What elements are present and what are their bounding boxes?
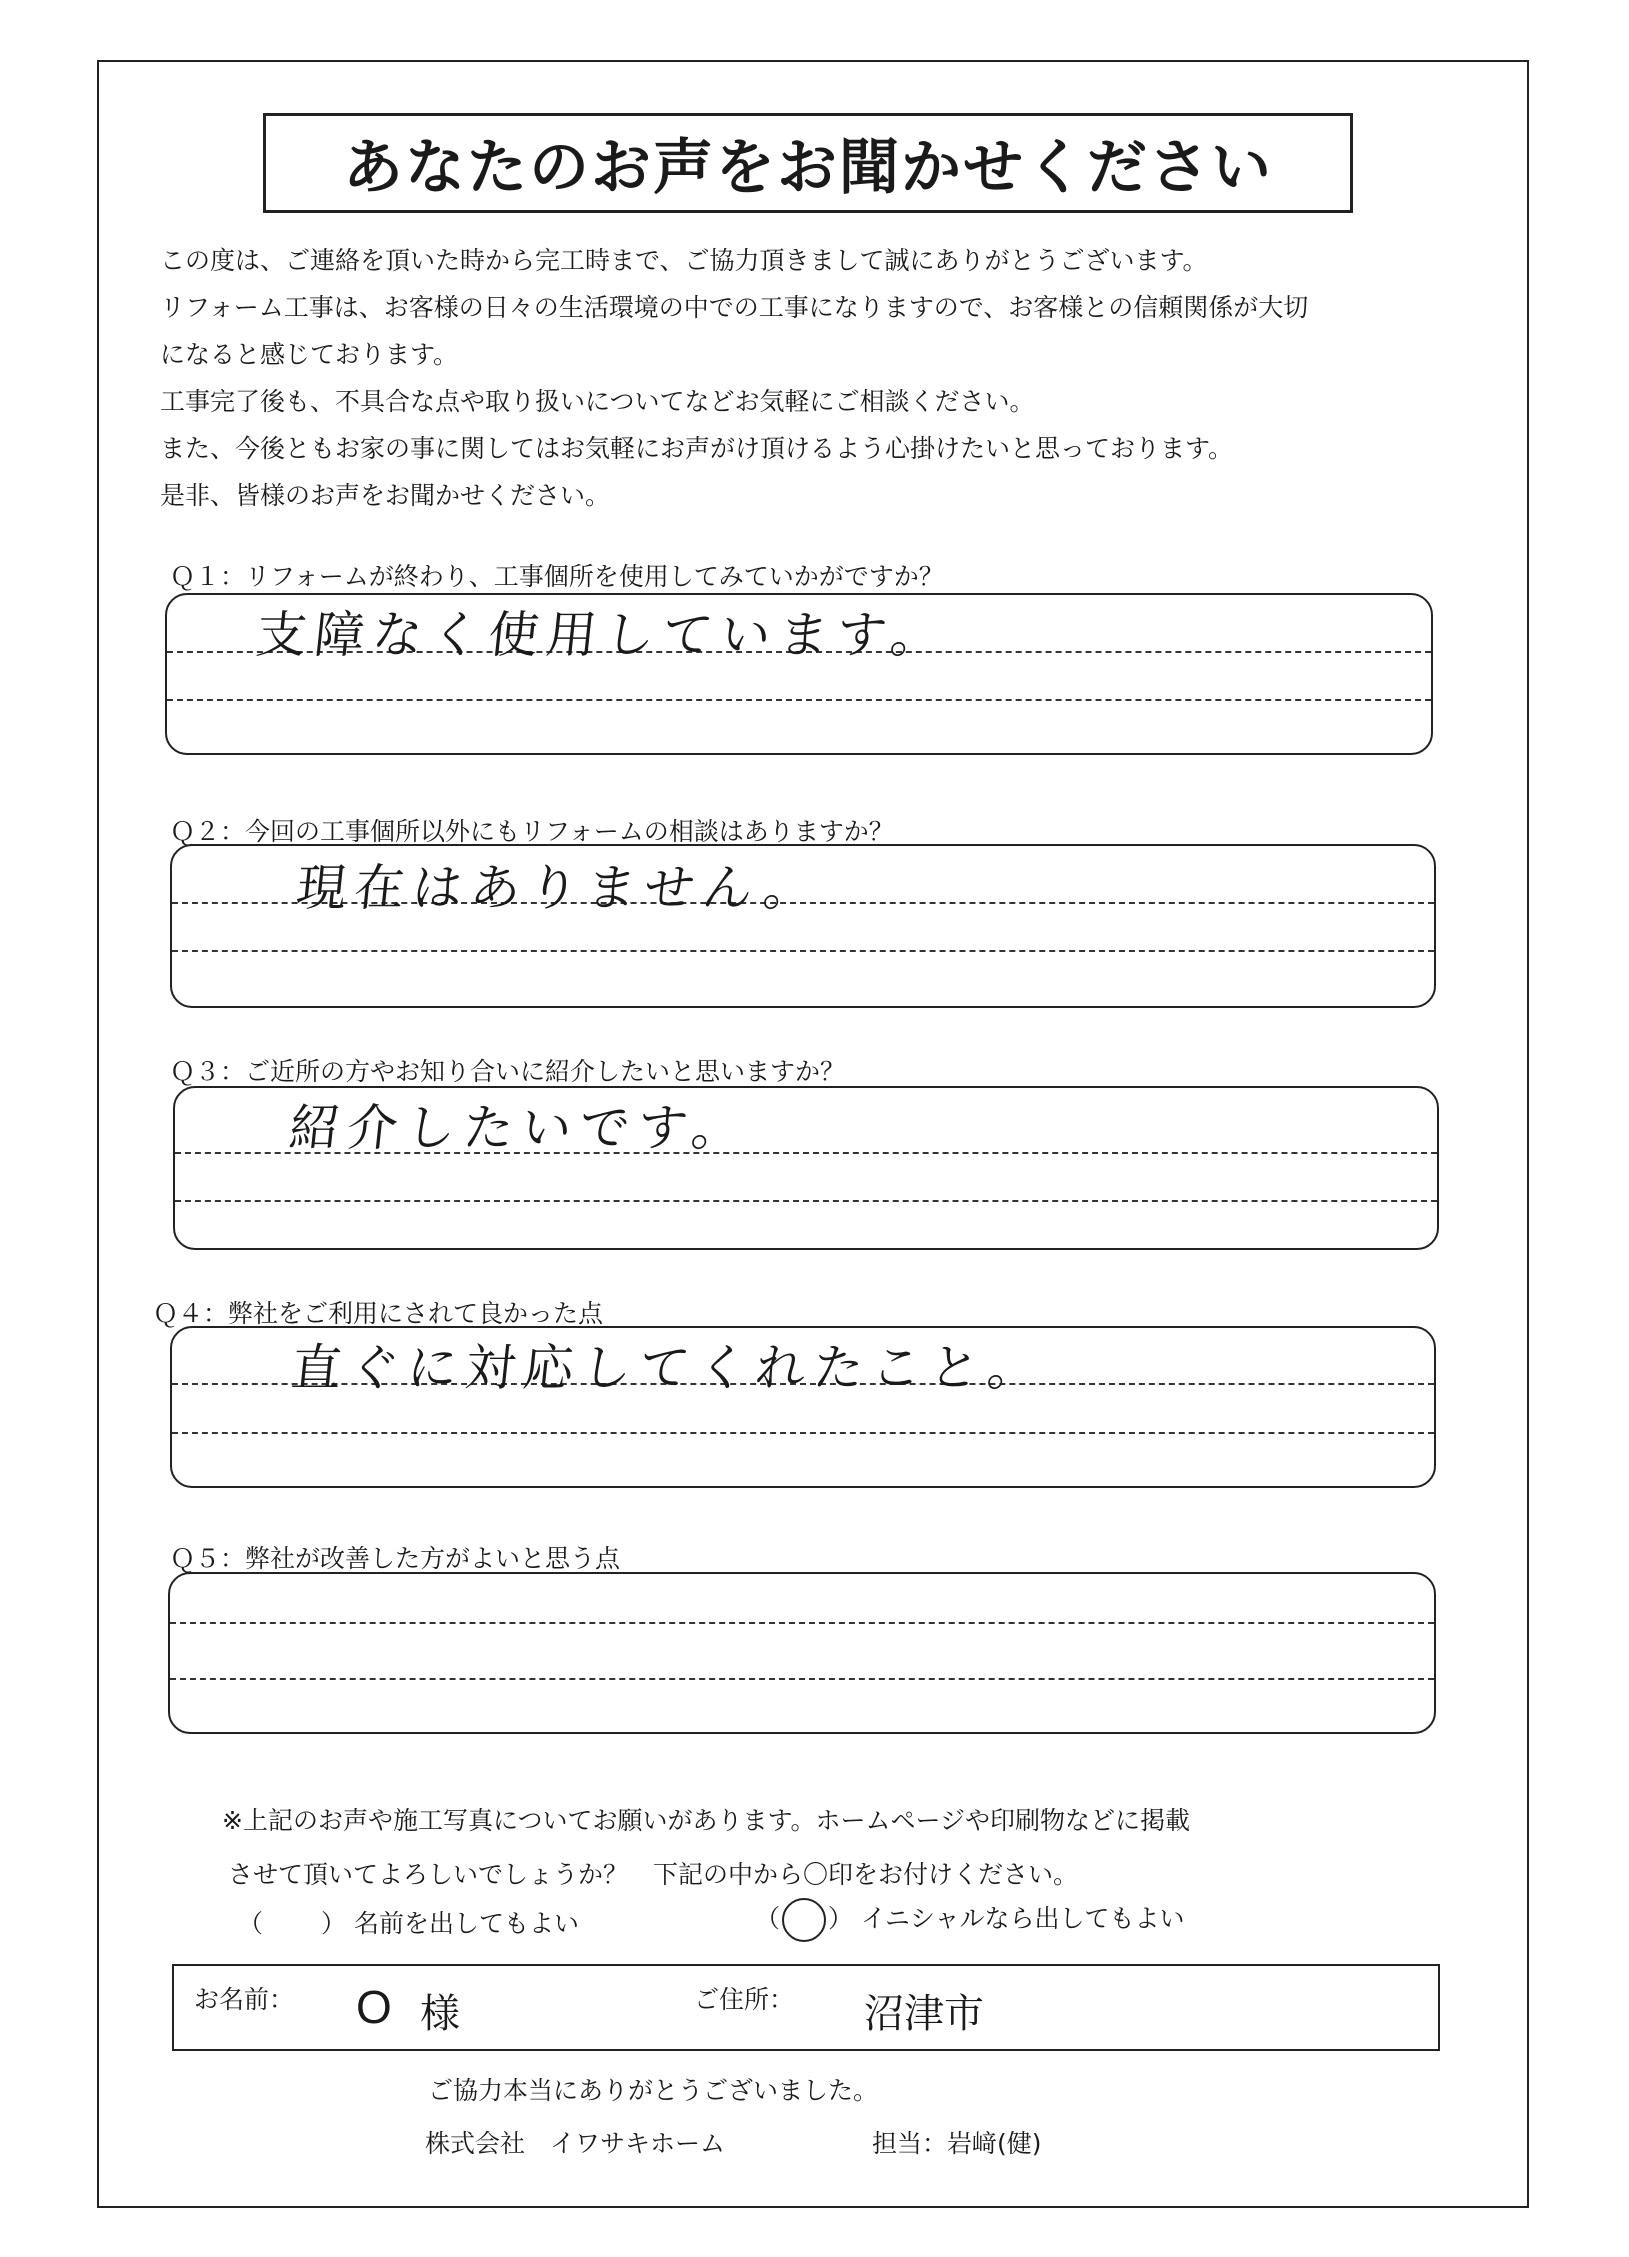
question-1-answer-handwriting: 支障なく使用しています。 bbox=[253, 606, 952, 664]
intro-line: 工事完了後も、不具合な点や取り扱いについてなどお気軽にご相談ください。 bbox=[160, 387, 1035, 416]
choice-paren-close: ） bbox=[321, 1909, 347, 1938]
choice-paren-close: ） bbox=[828, 1904, 854, 1933]
intro-line: リフォーム工事は、お客様の日々の生活環境の中での工事になりますので、お客様との信頼関係が大切 bbox=[160, 293, 1309, 322]
name-label: お名前： bbox=[194, 1985, 295, 2014]
question-1-label: Ｑ１：リフォームが終わり、工事個所を使用してみていかがですか？ bbox=[170, 562, 944, 591]
company-name: 株式会社 イワサキホーム bbox=[425, 2129, 726, 2158]
question-3-answer-handwriting: 紹介したいです。 bbox=[286, 1099, 753, 1157]
intro-line: 是非、皆様のお声をお聞かせください。 bbox=[160, 481, 611, 510]
question-5-answer-box[interactable] bbox=[168, 1572, 1436, 1734]
answer-rule-line bbox=[172, 950, 1434, 952]
question-5-label: Ｑ５：弊社が改善した方がよいと思う点 bbox=[170, 1544, 621, 1573]
answer-rule-line bbox=[170, 1622, 1434, 1624]
intro-line: になると感じております。 bbox=[160, 340, 459, 369]
intro-text bbox=[160, 237, 1480, 519]
question-4-label: Ｑ４：弊社をご利用にされて良かった点 bbox=[153, 1299, 604, 1328]
choice-name-ok-label: 名前を出してもよい bbox=[353, 1909, 579, 1938]
question-2-answer-handwriting: 現在はありません。 bbox=[293, 859, 825, 917]
choice-paren-open: （ bbox=[238, 1909, 264, 1938]
publication-request-note: させて頂いてよろしいでしょうか？ 下記の中から〇印をお付けください。 bbox=[228, 1860, 1079, 1889]
publication-request-note: ※上記のお声や施工写真についてお願いがあります。ホームページや印刷物などに掲載 bbox=[222, 1806, 1190, 1835]
honorific: 様 bbox=[420, 1991, 460, 2037]
intro-line: また、今後ともお家の事に関してはお気軽にお声がけ頂けるよう心掛けたいと思っております。 bbox=[160, 434, 1234, 463]
title-box bbox=[263, 113, 1353, 213]
answer-rule-line bbox=[172, 1432, 1434, 1434]
address-value[interactable]: 沼津市 bbox=[864, 1991, 984, 2037]
question-2-label: Ｑ２：今回の工事個所以外にもリフォームの相談はありますか？ bbox=[170, 817, 894, 846]
answer-rule-line bbox=[167, 699, 1431, 701]
answer-rule-line bbox=[170, 1678, 1434, 1680]
intro-line: この度は、ご連絡を頂いた時から完工時まで、ご協力頂きまして誠にありがとうございます。 bbox=[160, 246, 1208, 275]
question-1-answer-box[interactable] bbox=[165, 593, 1433, 755]
question-2-answer-box[interactable] bbox=[170, 844, 1436, 1008]
question-4-answer-handwriting: 直ぐに対応してくれたこと。 bbox=[288, 1339, 1049, 1397]
name-address-box bbox=[172, 1964, 1440, 2051]
thanks-message: ご協力本当にありがとうございました。 bbox=[428, 2076, 879, 2105]
question-3-label: Ｑ３：ご近所の方やお知り合いに紹介したいと思いますか？ bbox=[170, 1057, 846, 1086]
page-title: あなたのお声をお聞かせください bbox=[343, 133, 1273, 203]
name-value[interactable]: O bbox=[356, 1981, 392, 2033]
staff-in-charge: 担当：岩﨑(健) bbox=[872, 2129, 1042, 2158]
choice-initial-ok[interactable] bbox=[755, 1898, 1185, 1942]
answer-rule-line bbox=[175, 1200, 1437, 1202]
question-4-answer-box[interactable] bbox=[170, 1326, 1436, 1488]
choice-initial-ok-label: イニシャルなら出してもよい bbox=[860, 1904, 1185, 1933]
question-3-answer-box[interactable] bbox=[173, 1086, 1439, 1250]
address-label: ご住所： bbox=[694, 1985, 795, 2014]
selected-circle-mark-icon bbox=[782, 1898, 826, 1942]
choice-name-ok[interactable] bbox=[238, 1904, 579, 1940]
choice-paren-open: （ bbox=[755, 1904, 781, 1933]
